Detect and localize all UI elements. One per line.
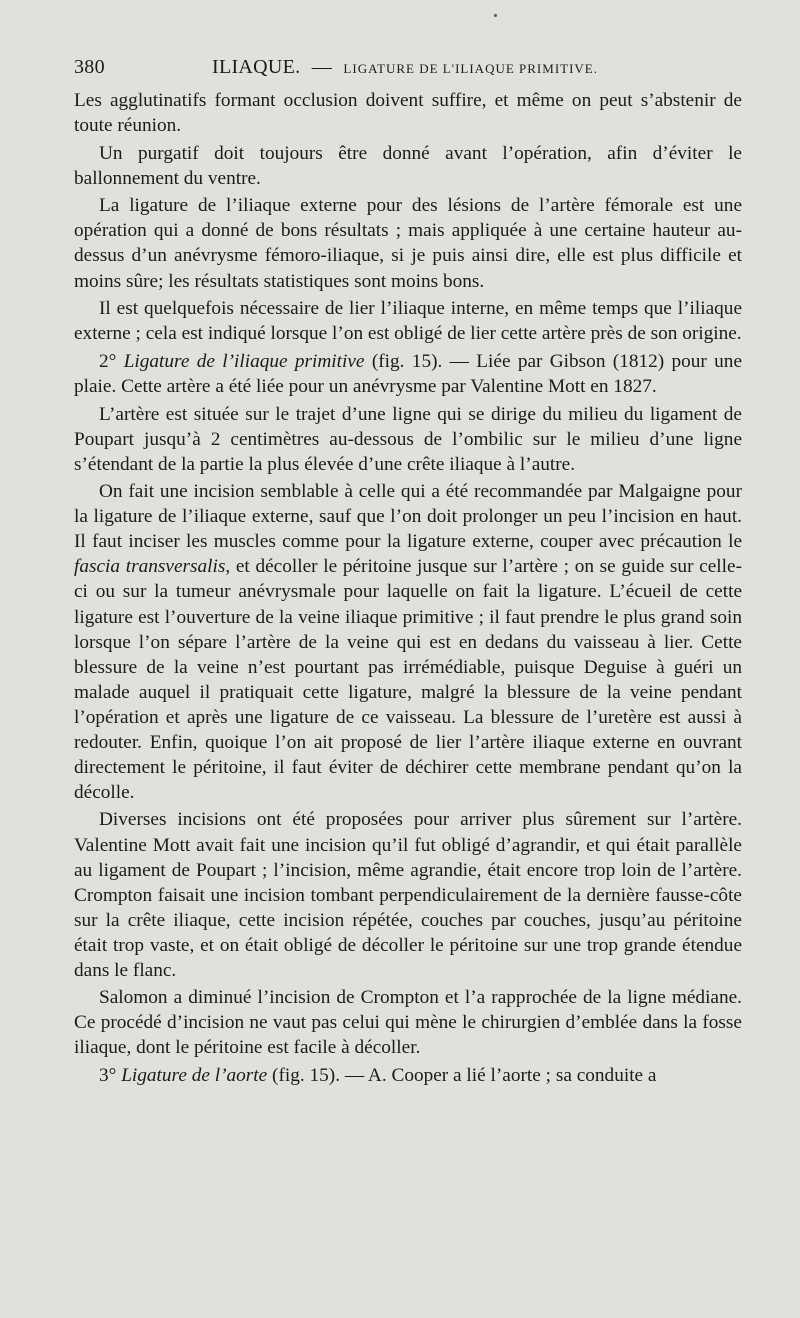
section-heading: Ligature de l’iliaque primitive — [123, 350, 365, 372]
paragraph-text: Les agglutinatifs formant occlusion doivent suffire, et même on peut s’abstenir de toute réunion. — [74, 90, 742, 137]
running-title-dash: — — [311, 56, 333, 78]
section-number: 2° — [99, 350, 117, 372]
paragraph-text: La ligature de l’iliaque externe pour des lésions de l’artère fémorale est une opération qui a donné de bons résultats ; mais appliquée à une certaine hauteur au-dessus d’un anévrysme fémoro-iliaque, si je puis ainsi dire, elle est plus difficile et moins sûre; les résultats statistiques sont moins bons. — [74, 195, 742, 292]
paragraph — [74, 296, 742, 346]
running-title-main: ILIAQUE. — [212, 56, 301, 78]
paragraph-text: Il est quelquefois nécessaire de lier l’iliaque interne, en même temps que l’iliaque externe ; cela est indiqué lorsque l’on est obligé de lier cette artère près de son origine. — [74, 298, 742, 345]
paragraph — [74, 193, 742, 293]
paragraph-text: (fig. 15). — A. Cooper a lié l’aorte ; sa conduite a — [272, 1065, 657, 1087]
paragraph-text: Un purgatif doit toujours être donné avant l’opération, afin d’éviter le ballonnement du ventre. — [74, 142, 742, 189]
paragraph — [74, 807, 742, 982]
running-title-sub: LIGATURE DE L'ILIAQUE PRIMITIVE. — [343, 61, 599, 76]
paragraph-text: On fait une incision semblable à celle qui a été recommandée par Malgaigne pour la ligature de l’iliaque externe, sauf que l’on doit prolonger un peu l’incision en haut. Il faut inciser les muscles comme pour la ligature externe, couper avec précaution le — [74, 481, 742, 553]
paragraph — [74, 88, 742, 138]
paragraph-text: L’artère est située sur le trajet d’une ligne qui se dirige du milieu du ligament de Poupart jusqu’à 2 centimètres au-dessous de l’ombilic sur le milieu d’une ligne s’étendant de la partie la plus élevée d’une crête iliaque à l’autre. — [74, 403, 742, 475]
print-speck — [494, 14, 497, 17]
paragraph — [74, 141, 742, 191]
section-paragraph — [74, 1063, 742, 1088]
paragraph-text: Diverses incisions ont été proposées pour arriver plus sûrement sur l’artère. Valentine Mott avait fait une incision qu’il fut obligé d’agrandir, et qui était parallèle au ligament de Poupart ; l’incision, même agrandie, était encore trop loin de l’artère. Crompton faisait une incision tombant perpendiculairement de la dernière fausse-côte sur la crête iliaque, cette incision répétée, couches par couches, jusqu’au péritoine était trop vaste, et on était obligé de décoller le péritoine sur une trop grande étendue dans le flanc. — [74, 809, 742, 981]
paragraph — [74, 402, 742, 477]
page-number: 380 — [74, 56, 105, 78]
body-text — [74, 88, 742, 1088]
running-header — [74, 56, 744, 86]
paragraph-text: (fig. 15). — Liée par Gibson (1812) pour une plaie. Cette artère a été liée pour un anévrysme par Valentine Mott en 1827. — [74, 350, 742, 397]
section-number: 3° — [99, 1065, 117, 1087]
paragraph-text: Salomon a diminué l’incision de Crompton et l’a rapprochée de la ligne médiane. Ce procédé d’incision ne vaut pas celui qui mène le chirurgien d’emblée dans la fosse iliaque, dont le péritoine est facile à décoller. — [74, 987, 742, 1059]
emphasis-term: fascia transversalis — [74, 556, 226, 578]
paragraph — [74, 479, 742, 805]
section-heading: Ligature de l’aorte — [121, 1065, 268, 1087]
paragraph-text: , et décoller le péritoine jusque sur l’artère ; on se guide sur celle-ci ou sur la tumeur anévrysmale pour laquelle on fait la ligature. L’écueil de cette ligature est l’ouverture de la veine iliaque primitive ; il faut prendre le plus grand soin lorsque l’on sépare l’artère de la veine qui est en dedans du vaisseau à lier. Cette blessure de la veine n’est pourtant pas irrémédiable, puisque Deguise à guéri un malade auquel il pratiquait cette ligature, malgré la blessure de la veine pendant l’opération et après une ligature de ce vaisseau. La blessure de l’uretère est aussi à redouter. Enfin, quoique l’on ait proposé de lier l’artère iliaque externe en ouvrant directement le péritoine, il faut éviter de déchirer cette membrane pendant qu’on la décolle. — [74, 556, 742, 803]
running-title — [212, 56, 598, 79]
paragraph — [74, 985, 742, 1060]
section-paragraph — [74, 349, 742, 399]
